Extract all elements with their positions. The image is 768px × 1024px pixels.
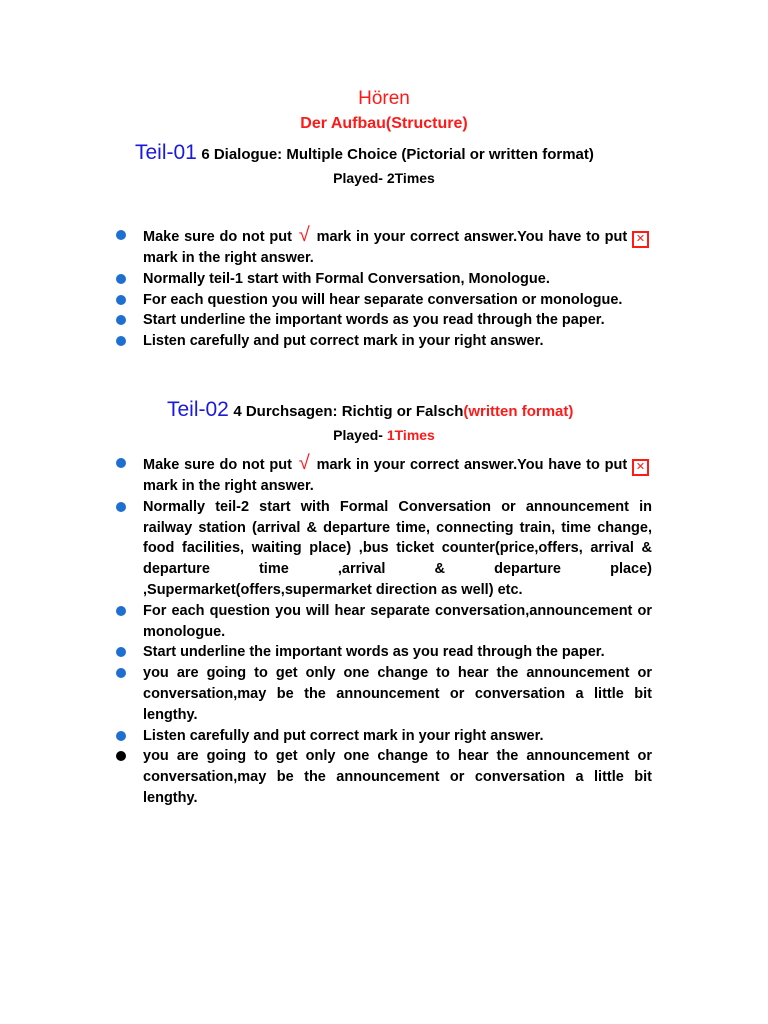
teil1-played: Played- 2Times <box>333 170 435 186</box>
bullet-icon <box>116 647 126 657</box>
list-item: Start underline the important words as you read through the paper. <box>112 310 652 331</box>
list-item: you are going to get only one change to hear the announcement or conversation,may be the announcement or conversation a little bit lengthy. <box>112 663 652 725</box>
teil2-label: Teil-02 <box>167 398 229 421</box>
list-item: Make sure do not put √ mark in your correct answer.You have to put ✕mark in the right answer. <box>112 225 652 269</box>
list-item: Listen carefully and put correct mark in your right answer. <box>112 726 652 747</box>
page-subtitle: Der Aufbau(Structure) <box>300 115 468 132</box>
bullet-icon <box>116 315 126 325</box>
list-item: Listen carefully and put correct mark in your right answer. <box>112 331 652 352</box>
bullet-icon <box>116 336 126 346</box>
page-title: Hören <box>358 88 410 109</box>
teil2-bullet-list <box>112 453 652 809</box>
teil2-description: 4 Durchsagen: Richtig or Falsch <box>233 403 464 420</box>
bullet-icon <box>116 502 126 512</box>
teil1-bullet-list <box>112 225 652 352</box>
list-item: Make sure do not put √ mark in your correct answer.You have to put ✕mark in the right answer. <box>112 453 652 497</box>
bullet-icon <box>116 230 126 240</box>
teil2-format: (written format) <box>463 403 574 420</box>
list-item: Normally teil-2 start with Formal Conversation or announcement in railway station (arrival & departure time, connecting train, time change, food facilities, waiting place) ,bus ticket counter(price,offers, arrival & departure time ,arrival & departure place) ,Supermarket(offers,supermarket direction as well) etc. <box>112 497 652 601</box>
bullet-icon <box>116 668 126 678</box>
cross-box-icon: ✕ <box>632 459 649 476</box>
bullet-icon <box>116 274 126 284</box>
cross-box-icon: ✕ <box>632 231 649 248</box>
list-item: For each question you will hear separate conversation or monologue. <box>112 290 652 311</box>
list-item: Normally teil-1 start with Formal Conversation, Monologue. <box>112 269 652 290</box>
teil2-played: Played- 1Times <box>333 427 435 443</box>
checkmark-icon: √ <box>298 452 310 474</box>
teil2-heading <box>167 398 573 422</box>
bullet-icon <box>116 295 126 305</box>
teil1-label: Teil-01 <box>135 141 197 164</box>
list-item: Start underline the important words as you read through the paper. <box>112 642 652 663</box>
bullet-icon <box>116 606 126 616</box>
bullet-icon <box>116 458 126 468</box>
checkmark-icon: √ <box>298 224 310 246</box>
list-item: For each question you will hear separate conversation,announcement or monologue. <box>112 601 652 643</box>
teil1-heading <box>135 141 594 165</box>
bullet-icon <box>116 731 126 741</box>
bullet-icon <box>116 751 126 761</box>
list-item: you are going to get only one change to hear the announcement or conversation,may be the announcement or conversation a little bit lengthy. <box>112 746 652 808</box>
teil1-description: 6 Dialogue: Multiple Choice (Pictorial or written format) <box>201 146 594 163</box>
